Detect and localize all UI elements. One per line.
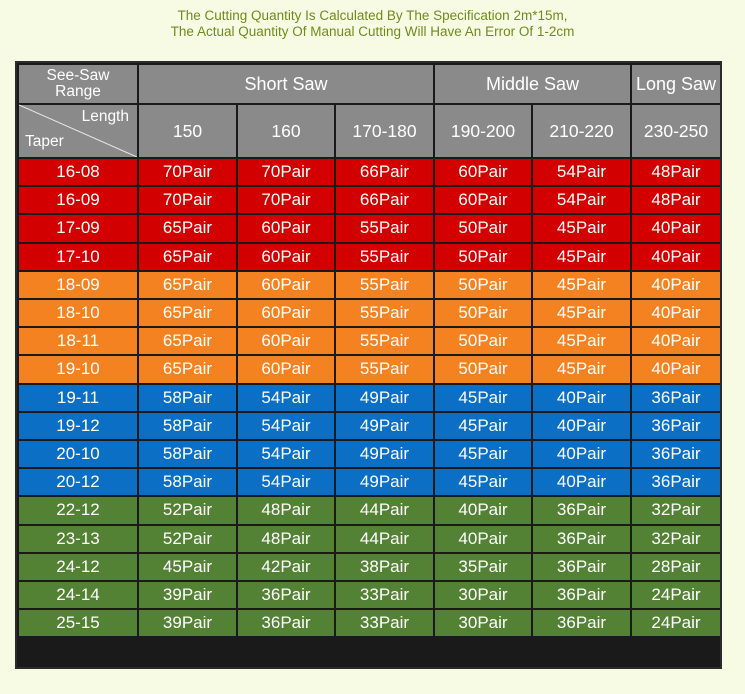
- quantity-cell: 65Pair: [139, 328, 236, 354]
- taper-cell: 25-15: [19, 610, 137, 636]
- quantity-cell: 49Pair: [336, 413, 433, 439]
- quantity-cell: 38Pair: [336, 554, 433, 580]
- quantity-cell: 49Pair: [336, 469, 433, 495]
- length-label: Length: [81, 108, 129, 125]
- taper-label: Taper: [25, 133, 64, 150]
- quantity-cell: 36Pair: [533, 497, 630, 523]
- quantity-cell: 55Pair: [336, 244, 433, 270]
- quantity-cell: 48Pair: [238, 526, 334, 552]
- group-header: Middle Saw: [435, 65, 630, 103]
- taper-cell: 16-09: [19, 187, 137, 213]
- quantity-cell: 36Pair: [632, 441, 720, 467]
- length-header: 230-250: [632, 105, 720, 157]
- range-label: See-Saw Range: [46, 67, 110, 100]
- quantity-cell: 33Pair: [336, 582, 433, 608]
- quantity-cell: 60Pair: [435, 187, 531, 213]
- taper-cell: 19-11: [19, 385, 137, 411]
- quantity-cell: 60Pair: [238, 300, 334, 326]
- taper-cell: 17-10: [19, 244, 137, 270]
- quantity-cell: 36Pair: [632, 413, 720, 439]
- quantity-cell: 48Pair: [238, 497, 334, 523]
- quantity-cell: 40Pair: [435, 497, 531, 523]
- quantity-cell: 49Pair: [336, 385, 433, 411]
- taper-cell: 19-12: [19, 413, 137, 439]
- corner-header: [19, 65, 137, 157]
- quantity-cell: 60Pair: [238, 244, 334, 270]
- quantity-cell: 33Pair: [336, 610, 433, 636]
- length-header: 150: [139, 105, 236, 157]
- quantity-cell: 50Pair: [435, 328, 531, 354]
- quantity-cell: 54Pair: [238, 469, 334, 495]
- quantity-cell: 52Pair: [139, 526, 236, 552]
- quantity-cell: 55Pair: [336, 215, 433, 241]
- quantity-cell: 60Pair: [238, 328, 334, 354]
- taper-cell: 24-12: [19, 554, 137, 580]
- quantity-cell: 42Pair: [238, 554, 334, 580]
- length-header: 170-180: [336, 105, 433, 157]
- quantity-cell: 65Pair: [139, 215, 236, 241]
- quantity-cell: 40Pair: [632, 215, 720, 241]
- quantity-cell: 58Pair: [139, 469, 236, 495]
- quantity-cell: 55Pair: [336, 328, 433, 354]
- quantity-cell: 44Pair: [336, 497, 433, 523]
- quantity-cell: 40Pair: [632, 272, 720, 298]
- quantity-cell: 60Pair: [238, 356, 334, 382]
- taper-cell: 20-12: [19, 469, 137, 495]
- quantity-cell: 40Pair: [533, 441, 630, 467]
- taper-cell: 24-14: [19, 582, 137, 608]
- quantity-cell: 50Pair: [435, 244, 531, 270]
- quantity-cell: 50Pair: [435, 215, 531, 241]
- quantity-cell: 70Pair: [238, 159, 334, 185]
- quantity-cell: 30Pair: [435, 582, 531, 608]
- quantity-cell: 50Pair: [435, 272, 531, 298]
- quantity-cell: 45Pair: [533, 272, 630, 298]
- quantity-cell: 70Pair: [238, 187, 334, 213]
- quantity-cell: 40Pair: [632, 300, 720, 326]
- taper-cell: 16-08: [19, 159, 137, 185]
- quantity-cell: 45Pair: [139, 554, 236, 580]
- quantity-cell: 70Pair: [139, 187, 236, 213]
- quantity-cell: 44Pair: [336, 526, 433, 552]
- quantity-cell: 28Pair: [632, 554, 720, 580]
- quantity-cell: 54Pair: [238, 441, 334, 467]
- quantity-cell: 35Pair: [435, 554, 531, 580]
- quantity-cell: 70Pair: [139, 159, 236, 185]
- quantity-cell: 65Pair: [139, 244, 236, 270]
- group-header: Short Saw: [139, 65, 433, 103]
- quantity-cell: 65Pair: [139, 356, 236, 382]
- length-header: 210-220: [533, 105, 630, 157]
- quantity-cell: 40Pair: [632, 356, 720, 382]
- quantity-cell: 50Pair: [435, 356, 531, 382]
- quantity-cell: 40Pair: [533, 469, 630, 495]
- quantity-cell: 60Pair: [238, 272, 334, 298]
- taper-cell: 18-11: [19, 328, 137, 354]
- quantity-cell: 32Pair: [632, 526, 720, 552]
- taper-cell: 19-10: [19, 356, 137, 382]
- quantity-cell: 48Pair: [632, 159, 720, 185]
- quantity-cell: 36Pair: [533, 554, 630, 580]
- quantity-cell: 54Pair: [238, 385, 334, 411]
- quantity-cell: 40Pair: [533, 385, 630, 411]
- quantity-cell: 54Pair: [533, 159, 630, 185]
- caption: [0, 8, 745, 40]
- quantity-cell: 65Pair: [139, 300, 236, 326]
- quantity-cell: 40Pair: [533, 413, 630, 439]
- quantity-cell: 45Pair: [533, 300, 630, 326]
- quantity-cell: 36Pair: [533, 582, 630, 608]
- quantity-cell: 60Pair: [238, 215, 334, 241]
- quantity-table: [15, 61, 722, 669]
- length-header: 160: [238, 105, 334, 157]
- quantity-cell: 58Pair: [139, 385, 236, 411]
- quantity-cell: 40Pair: [435, 526, 531, 552]
- taper-cell: 18-10: [19, 300, 137, 326]
- quantity-cell: 66Pair: [336, 187, 433, 213]
- quantity-cell: 54Pair: [238, 413, 334, 439]
- quantity-cell: 36Pair: [632, 385, 720, 411]
- quantity-cell: 24Pair: [632, 582, 720, 608]
- taper-cell: 20-10: [19, 441, 137, 467]
- quantity-cell: 55Pair: [336, 356, 433, 382]
- quantity-cell: 60Pair: [435, 159, 531, 185]
- quantity-cell: 45Pair: [435, 469, 531, 495]
- quantity-cell: 50Pair: [435, 300, 531, 326]
- quantity-cell: 58Pair: [139, 413, 236, 439]
- quantity-cell: 66Pair: [336, 159, 433, 185]
- quantity-cell: 36Pair: [632, 469, 720, 495]
- quantity-cell: 36Pair: [238, 582, 334, 608]
- quantity-cell: 45Pair: [533, 244, 630, 270]
- quantity-cell: 36Pair: [533, 610, 630, 636]
- taper-cell: 23-13: [19, 526, 137, 552]
- quantity-cell: 49Pair: [336, 441, 433, 467]
- quantity-cell: 65Pair: [139, 272, 236, 298]
- quantity-cell: 45Pair: [435, 413, 531, 439]
- quantity-cell: 45Pair: [435, 385, 531, 411]
- quantity-cell: 36Pair: [238, 610, 334, 636]
- quantity-cell: 36Pair: [533, 526, 630, 552]
- taper-cell: 17-09: [19, 215, 137, 241]
- quantity-cell: 55Pair: [336, 300, 433, 326]
- quantity-cell: 39Pair: [139, 610, 236, 636]
- length-header: 190-200: [435, 105, 531, 157]
- quantity-cell: 32Pair: [632, 497, 720, 523]
- quantity-cell: 40Pair: [632, 328, 720, 354]
- quantity-cell: 58Pair: [139, 441, 236, 467]
- quantity-cell: 40Pair: [632, 244, 720, 270]
- group-header: Long Saw: [632, 65, 720, 103]
- quantity-cell: 45Pair: [435, 441, 531, 467]
- quantity-cell: 54Pair: [533, 187, 630, 213]
- quantity-cell: 45Pair: [533, 215, 630, 241]
- quantity-cell: 45Pair: [533, 356, 630, 382]
- taper-cell: 22-12: [19, 497, 137, 523]
- quantity-cell: 39Pair: [139, 582, 236, 608]
- quantity-cell: 24Pair: [632, 610, 720, 636]
- quantity-cell: 48Pair: [632, 187, 720, 213]
- caption-line-2: The Actual Quantity Of Manual Cutting Will Have An Error Of 1-2cm: [170, 24, 575, 39]
- caption-line-1: The Cutting Quantity Is Calculated By The Specification 2m*15m,: [177, 8, 568, 23]
- quantity-cell: 52Pair: [139, 497, 236, 523]
- taper-cell: 18-09: [19, 272, 137, 298]
- quantity-cell: 45Pair: [533, 328, 630, 354]
- quantity-cell: 55Pair: [336, 272, 433, 298]
- quantity-cell: 30Pair: [435, 610, 531, 636]
